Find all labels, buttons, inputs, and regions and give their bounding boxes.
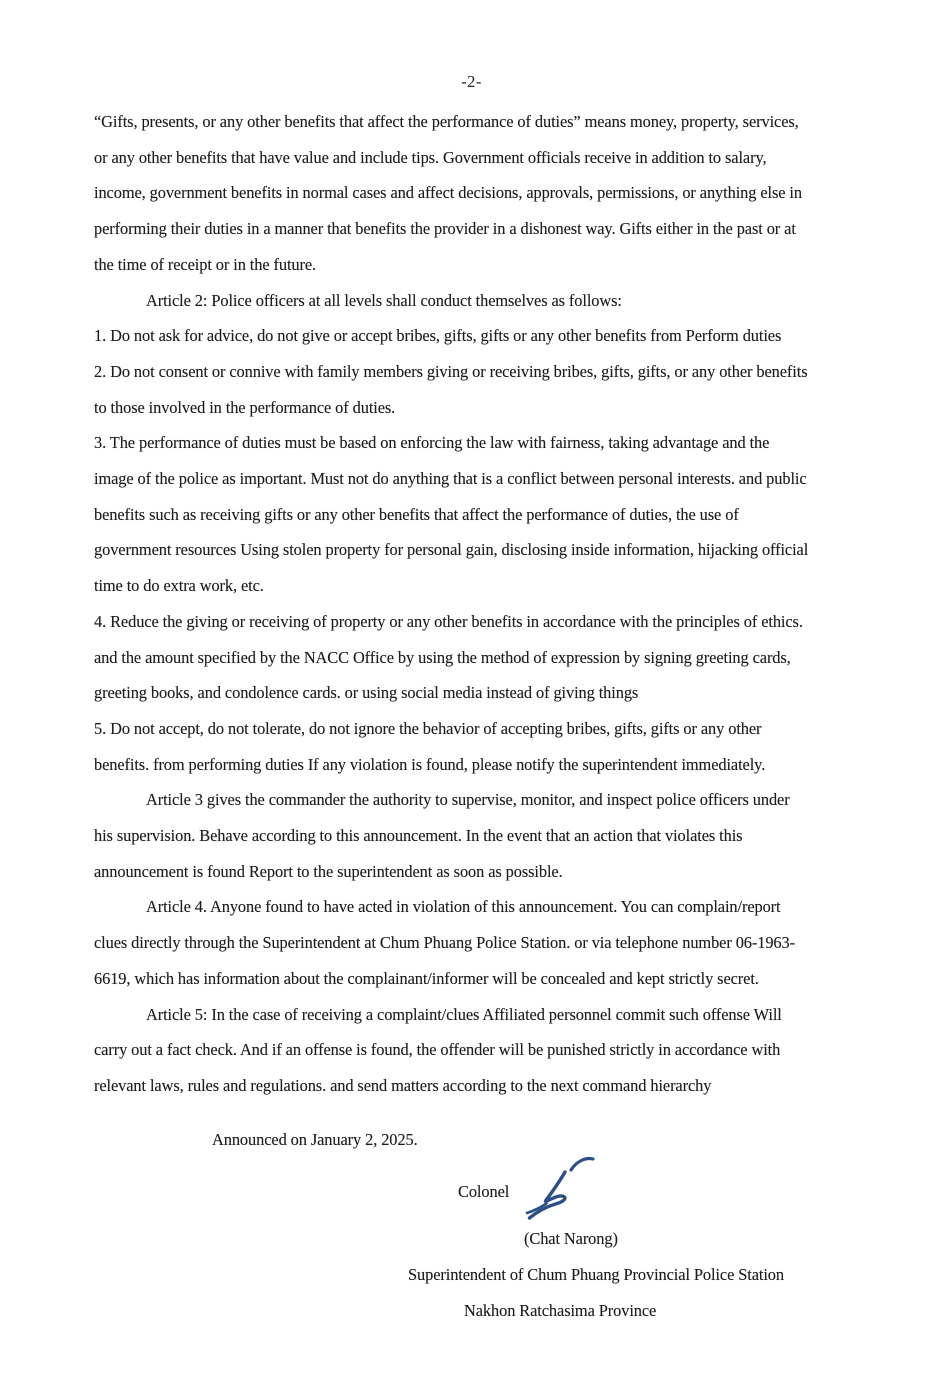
- text-line: image of the police as important. Must not do anything that is a conflict between personal interests. and public: [94, 469, 807, 489]
- article-2-item-5: [94, 711, 923, 782]
- document-body: [94, 104, 923, 1328]
- text-line: Article 3 gives the commander the authority to supervise, monitor, and inspect police officers under: [146, 790, 790, 810]
- signer-title: Superintendent of Chum Phuang Provincial Police Station: [408, 1264, 784, 1284]
- article-2-item-4: [94, 604, 923, 711]
- text-line: time to do extra work, etc.: [94, 576, 264, 596]
- text-line: or any other benefits that have value and include tips. Government officials receive in addition to salary,: [94, 147, 767, 167]
- text-line: 6619, which has information about the complainant/informer will be concealed and kept strictly secret.: [94, 968, 759, 988]
- text-line: Article 5: In the case of receiving a complaint/clues Affiliated personnel commit such offense Will: [146, 1004, 782, 1024]
- text-line: carry out a fact check. And if an offense is found, the offender will be punished strictly in accordance with: [94, 1040, 781, 1060]
- signer-name-row: [94, 1221, 923, 1257]
- signer-rank-row: [94, 1174, 923, 1210]
- text-line: 5. Do not accept, do not tolerate, do not ignore the behavior of accepting bribes, gifts, gifts or any other: [94, 718, 762, 738]
- text-line: “Gifts, presents, or any other benefits that affect the performance of duties” means money, property, services,: [94, 112, 799, 131]
- signer-title-row: [94, 1257, 923, 1293]
- definition-paragraph: [94, 104, 923, 283]
- text-line: 2. Do not consent or connive with family members giving or receiving bribes, gifts, gifts, or any other benefits: [94, 361, 808, 381]
- text-line: 1. Do not ask for advice, do not give or accept bribes, gifts, gifts or any other benefits from Perform duties: [94, 326, 782, 346]
- article-2-heading: [94, 283, 923, 319]
- article-4-paragraph: [94, 889, 923, 996]
- text-line: his supervision. Behave according to this announcement. In the event that an action that violates this: [94, 826, 743, 846]
- text-line: Article 4. Anyone found to have acted in violation of this announcement. You can complain/report: [146, 897, 781, 917]
- signer-province-row: [94, 1293, 923, 1329]
- signer-name: (Chat Narong): [524, 1229, 618, 1249]
- announcement-date: Announced on January 2, 2025.: [212, 1129, 418, 1149]
- text-line: benefits such as receiving gifts or any other benefits that affect the performance of duties, the use of: [94, 504, 739, 524]
- signer-province: Nakhon Ratchasima Province: [464, 1300, 657, 1320]
- page-number: -2-: [461, 72, 482, 91]
- text-line: Article 2: Police officers at all levels shall conduct themselves as follows:: [146, 290, 622, 310]
- text-line: to those involved in the performance of duties.: [94, 397, 396, 417]
- article-5-paragraph: [94, 997, 923, 1104]
- text-line: income, government benefits in normal cases and affect decisions, approvals, permissions, or anything else in: [94, 183, 802, 203]
- text-line: announcement is found Report to the superintendent as soon as possible.: [94, 861, 563, 881]
- article-2-item-1: [94, 318, 923, 354]
- text-line: performing their duties in a manner that benefits the provider in a dishonest way. Gifts either in the past or at: [94, 219, 796, 239]
- signer-rank-label: Colonel: [458, 1182, 510, 1202]
- text-line: the time of receipt or in the future.: [94, 254, 317, 274]
- article-2-item-2: [94, 354, 923, 425]
- text-line: 3. The performance of duties must be based on enforcing the law with fairness, taking advantage and the: [94, 433, 770, 453]
- text-line: relevant laws, rules and regulations. and send matters according to the next command hierarchy: [94, 1075, 712, 1095]
- text-line: clues directly through the Superintendent at Chum Phuang Police Station. or via telephone number 06-1963-: [94, 933, 795, 953]
- text-line: and the amount specified by the NACC Office by using the method of expression by signing greeting cards,: [94, 647, 791, 667]
- text-line: greeting books, and condolence cards. or using social media instead of giving things: [94, 683, 639, 703]
- text-line: government resources Using stolen property for personal gain, disclosing inside information, hijacking official: [94, 540, 809, 560]
- article-3-paragraph: [94, 782, 923, 889]
- article-2-item-3: [94, 425, 923, 604]
- text-line: benefits. from performing duties If any violation is found, please notify the superintendent immediately.: [94, 754, 766, 774]
- text-line: 4. Reduce the giving or receiving of property or any other benefits in accordance with the principles of ethics.: [94, 611, 803, 631]
- announcement-date-row: [94, 1122, 923, 1158]
